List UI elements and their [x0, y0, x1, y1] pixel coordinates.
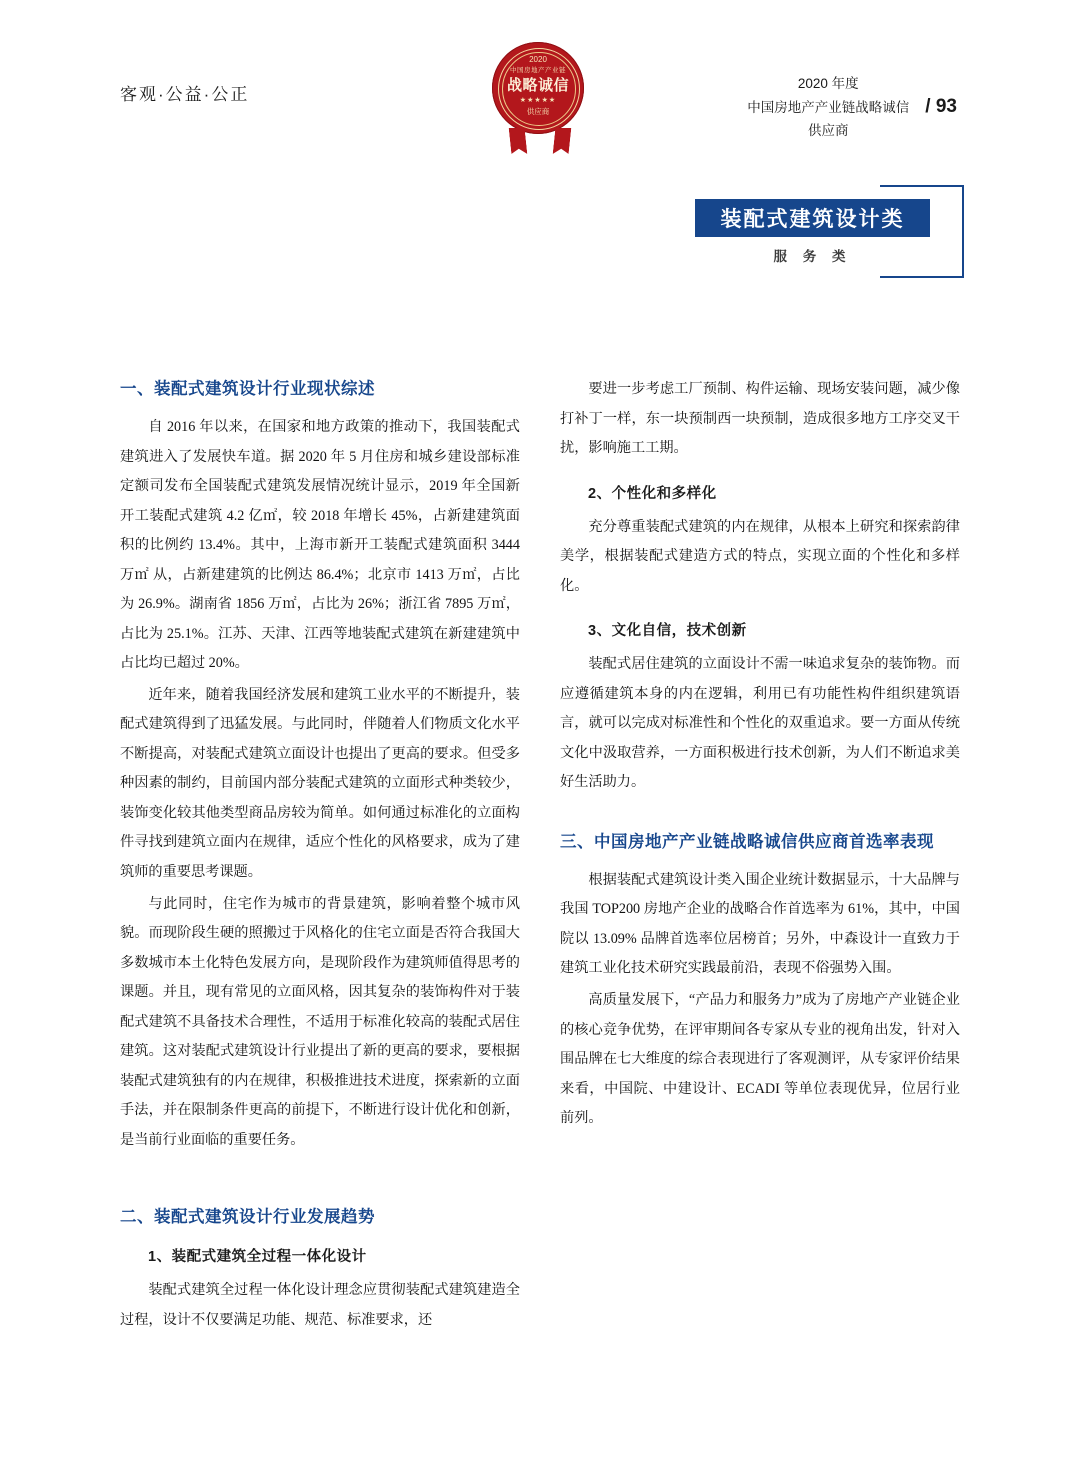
left-column — [120, 375, 520, 1337]
paragraph: 高质量发展下，“产品力和服务力”成为了房地产产业链企业的核心竞争优势，在评审期间各专家从专业的视角出发，针对入围品牌在七大维度的综合表现进行了客观测评，从专家评价结果来看，中国院、中建设计、ECADI 等单位表现优异，位居行业前列。 — [560, 991, 960, 1127]
paragraph: 自 2016 年以来，在国家和地方政策的推动下，我国装配式建筑进入了发展快车道。据 2020 年 5 月住房和城乡建设部标准定额司发布全国装配式建筑发展情况统计显示，2019 年全国新开工装配式建筑 4.2 亿㎡，较 2018 年增长 45%，占新建建筑面积的比例约 13.4%。其中，上海市新开工装配式建筑面积 3444 万㎡ 从，占新建建筑的比例达 86.4%；北京市 1413 万㎡，占比为 26.9%。湖南省 1856 万㎡，占比为 26%；浙江省 7895 万㎡，占比为 25.1%。江苏、天津、江西等地装配式建筑在新建建筑中占比均已超过 20%。 — [120, 419, 520, 672]
paragraph: 充分尊重装配式建筑的内在规律，从根本上研究和探索韵律美学，根据装配式建造方式的特点，实现立面的个性化和多样化。 — [560, 518, 960, 594]
seal-ribbon-left-icon — [509, 128, 528, 154]
paragraph: 要进一步考虑工厂预制、构件运输、现场安装问题，减少像打补丁一样，东一块预制西一块预制，造成很多地方工序交叉干扰，影响施工工期。 — [560, 381, 960, 457]
seal-ribbon-right-icon — [553, 128, 572, 154]
header-award-info — [747, 72, 957, 143]
seal-year: 2020 — [529, 55, 547, 64]
page-header — [0, 55, 1075, 170]
paragraph: 装配式建筑全过程一体化设计理念应贯彻装配式建筑建造全过程，设计不仅要满足功能、规范、标准要求，还 — [120, 1282, 520, 1328]
paragraph: 与此同时，住宅作为城市的背景建筑，影响着整个城市风貌。而现阶段生硬的照搬过于风格化的住宅立面是否符合我国大多数城市本土化特色发展方向，是现阶段作为建筑师值得思考的课题。并且，现有常见的立面风格，因其复杂的装饰构件对于装配式建筑不具备技术合理性，不适用于标准化较高的装配式居住建筑。这对装配式建筑设计行业提出了新的更高的要求，要根据装配式建筑独有的内在规律，积极推进技术进度，探索新的立面手法，并在限制条件更高的前提下，不断进行设计优化和创新，是当前行业面临的重要任务。 — [120, 895, 520, 1148]
section-title-2: 二、装配式建筑设计行业发展趋势 — [120, 1208, 375, 1227]
paragraph: 装配式居住建筑的立面设计不需一味追求复杂的装饰物。而应遵循建筑本身的内在逻辑，利用已有功能性构件组织建筑语言，就可以完成对标准性和个性化的双重追求。要一方面从传统文化中汲取营养，一方面积极进行技术创新，为人们不断追求美好生活助力。 — [560, 656, 960, 791]
paragraph: 根据装配式建筑设计类入围企业统计数据显示，十大品牌与我国 TOP200 房地产企业的战略合作首选率为 61%，其中，中国院以 13.09% 品牌首选率位居榜首；另外，中森设计一直致力于建筑工业化技术研究实践最前沿，表现不俗强势入围。 — [560, 871, 960, 977]
seal-stars: ★★★★★ — [519, 96, 557, 104]
section-title-1: 一、装配式建筑设计行业现状综述 — [120, 380, 375, 398]
category-title-bar — [695, 199, 930, 237]
paragraph: 近年来，随着我国经济发展和建筑工业水平的不断提升，装配式建筑得到了迅猛发展。与此同时，伴随着人们物质文化水平不断提高，对装配式建筑立面设计也提出了更高的要求。但受多种因素的制约，目前国内部分装配式建筑的立面形式种类较少，装饰变化较其他类型商品房较为简单。如何通过标准化的立面构件寻找到建筑立面内在规律，适应个性化的风格要求，成为了建筑师的重要思考课题。 — [120, 686, 520, 880]
header-motto: 客观·公益·公正 — [120, 85, 250, 104]
category-title: 装配式建筑设计类 — [720, 208, 905, 231]
award-name: 中国房地产产业链战略诚信 — [747, 99, 910, 115]
certification-seal-icon — [492, 42, 588, 160]
seal-small-text: 中国房地产产业链 — [510, 67, 566, 74]
section-title-3: 三、中国房地产产业链战略诚信供应商首选率表现 — [560, 832, 934, 851]
subsection-title-2: 2、个性化和多样化 — [588, 485, 717, 502]
category-subtitle: 服 务 类 — [773, 249, 852, 264]
page-number: / 93 — [925, 96, 957, 118]
seal-main-text: 战略诚信 — [506, 77, 569, 94]
seal-bottom-text: 供应商 — [526, 107, 550, 116]
award-year: 2020 年度 — [797, 76, 859, 91]
category-banner — [695, 185, 965, 280]
subsection-title-3: 3、文化自信，技术创新 — [588, 623, 747, 640]
subsection-title-1: 1、装配式建筑全过程一体化设计 — [148, 1249, 367, 1266]
article-body — [120, 375, 960, 1337]
right-column — [560, 375, 960, 1337]
award-subject: 供应商 — [808, 123, 849, 139]
